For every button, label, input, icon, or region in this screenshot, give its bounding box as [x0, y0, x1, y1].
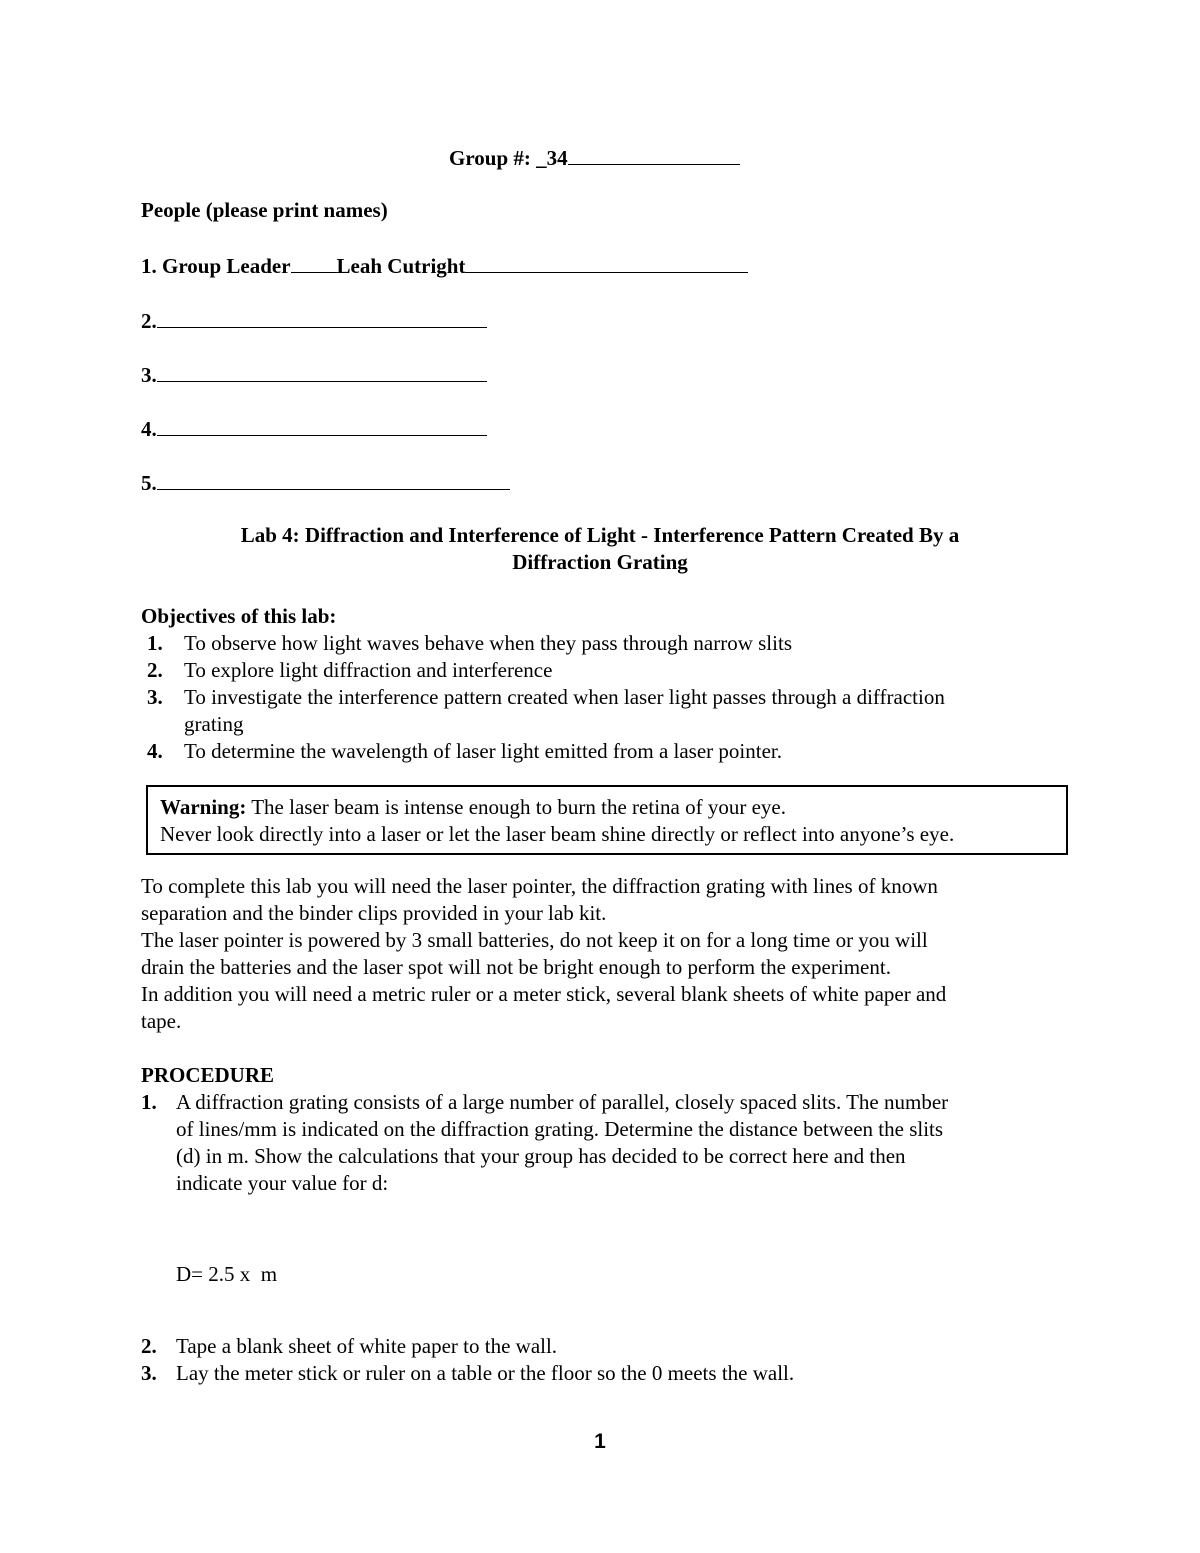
member-2-number: 2.	[141, 309, 157, 333]
objective-2-text: To explore light diffraction and interference	[184, 658, 553, 682]
member-5-blank	[157, 468, 510, 490]
member-5-number: 5.	[141, 471, 157, 495]
page-number: 1	[594, 1430, 606, 1453]
intro-line-1: To complete this lab you will need the laser pointer, the diffraction grating with lines of known	[141, 874, 938, 898]
objectives-heading: Objectives of this lab:	[141, 604, 337, 628]
step-2-number: 2.	[141, 1334, 157, 1358]
step-1-number: 1.	[141, 1090, 157, 1114]
member-1-name: Leah Cutright	[336, 254, 466, 278]
member-5-line	[141, 468, 510, 497]
intro-line-6: tape.	[141, 1009, 182, 1033]
objective-1-number: 1.	[147, 631, 163, 655]
objective-4-number: 4.	[147, 739, 163, 763]
group-value: _34	[536, 146, 740, 170]
objective-4-text: To determine the wavelength of laser light emitted from a laser pointer.	[184, 739, 782, 763]
intro-line-4: drain the batteries and the laser spot will not be bright enough to perform the experiment.	[141, 955, 891, 979]
group-label: Group #:	[449, 146, 531, 170]
lab-title-line1: Lab 4: Diffraction and Interference of Light - Interference Pattern Created By a	[240, 523, 960, 547]
step-2-text: Tape a blank sheet of white paper to the wall.	[176, 1334, 558, 1358]
lab-title-line2: Diffraction Grating	[512, 550, 688, 574]
step-1-line-1: A diffraction grating consists of a large number of parallel, closely spaced slits. The number	[176, 1090, 949, 1114]
objective-1-text: To observe how light waves behave when they pass through narrow slits	[184, 631, 792, 655]
procedure-heading: PROCEDURE	[141, 1063, 275, 1087]
member-1-line	[141, 251, 748, 280]
member-2-blank	[157, 306, 487, 328]
step-1-line-2: of lines/mm is indicated on the diffraction grating. Determine the distance between the slits	[176, 1117, 944, 1141]
objective-3-text: To investigate the interference pattern created when laser light passes through a diffraction	[184, 685, 945, 709]
objective-3-number: 3.	[147, 685, 163, 709]
member-1-role: Group Leader	[162, 254, 291, 278]
member-4-line	[141, 414, 487, 443]
intro-line-2: separation and the binder clips provided in your lab kit.	[141, 901, 607, 925]
member-3-line	[141, 360, 487, 389]
warning-label: Warning:	[160, 795, 247, 819]
people-heading: People (please print names)	[141, 198, 388, 222]
step-1-line-3: (d) in m. Show the calculations that your group has decided to be correct here and then	[176, 1144, 906, 1168]
group-number-line	[449, 143, 740, 172]
member-4-blank	[157, 414, 487, 436]
member-1-number: 1.	[141, 254, 157, 278]
member-4-number: 4.	[141, 417, 157, 441]
step-3-number: 3.	[141, 1361, 157, 1385]
step-1-line-4: indicate your value for d:	[176, 1171, 389, 1195]
member-2-line	[141, 306, 487, 335]
intro-line-5: In addition you will need a metric ruler or a meter stick, several blank sheets of white paper and	[141, 982, 947, 1006]
warning-line2: Never look directly into a laser or let the laser beam shine directly or reflect into anyone’s eye.	[160, 822, 955, 846]
step-3-text: Lay the meter stick or ruler on a table or the floor so the 0 meets the wall.	[176, 1361, 795, 1385]
member-3-number: 3.	[141, 363, 157, 387]
member-3-blank	[157, 360, 487, 382]
objective-2-number: 2.	[147, 658, 163, 682]
warning-text1: The laser beam is intense enough to burn the retina of your eye.	[246, 795, 786, 819]
intro-line-3: The laser pointer is powered by 3 small batteries, do not keep it on for a long time or you will	[141, 928, 928, 952]
objective-3-text-cont: grating	[184, 712, 244, 736]
step-1-answer: D= 2.5 x m	[176, 1262, 278, 1286]
warning-line1	[160, 794, 786, 821]
